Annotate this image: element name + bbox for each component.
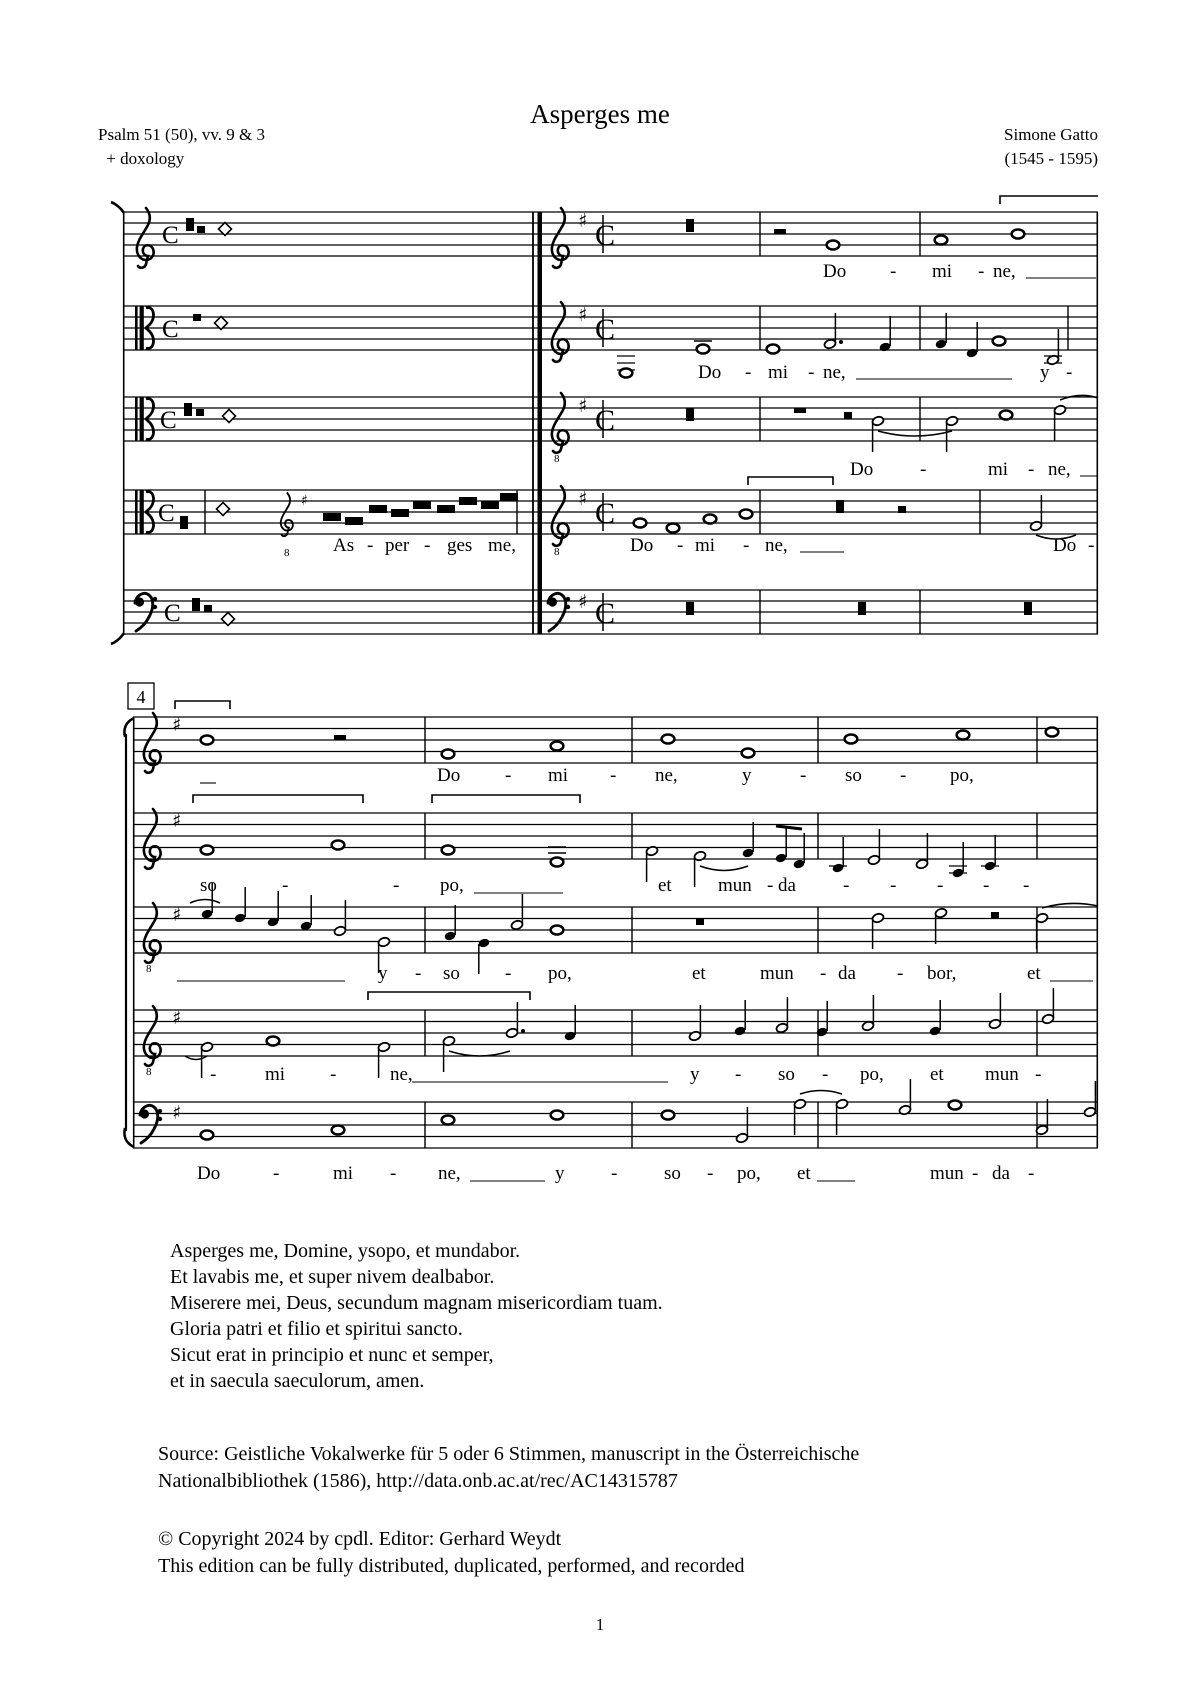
lyric-syllable: da (838, 963, 856, 984)
lyric-syllable: me, (488, 535, 516, 556)
lyric-syllable: - (735, 1064, 742, 1085)
lyric-syllable: ne, (765, 535, 788, 556)
lyric-syllable: As (333, 535, 355, 556)
staff-bassus (548, 591, 1032, 631)
svg-text:8: 8 (284, 547, 290, 559)
lyric-syllable: Do (197, 1163, 221, 1184)
lyric-syllable: - (890, 261, 897, 282)
latin-line: Asperges me, Domine, ysopo, et mundabor. (170, 1240, 521, 1262)
svg-text:C: C (160, 407, 177, 434)
lyric-syllable: - (424, 535, 431, 556)
treble-clef-icon (552, 393, 569, 453)
staff-cantus (144, 713, 1059, 773)
latin-line: Miserere mei, Deus, secundum magnam misericordiam tuam. (170, 1292, 663, 1314)
svg-text:C: C (595, 597, 616, 630)
lyric-syllable: mi (333, 1163, 354, 1184)
lyric-syllable: - (707, 1163, 714, 1184)
lyric-syllable: - (1035, 1064, 1042, 1085)
lyric-syllable: - (983, 875, 990, 896)
lyric-syllable: - (1066, 362, 1073, 383)
lyric-syllable: mi (695, 535, 716, 556)
lyric-syllable: - (677, 535, 684, 556)
svg-text:♯: ♯ (578, 488, 588, 510)
treble-clef-icon (552, 302, 569, 362)
lyric-syllable: et (692, 963, 706, 984)
lyric-syllable: so (200, 875, 217, 896)
treble-clef-icon (552, 208, 569, 268)
lyric-syllable: so (778, 1064, 795, 1085)
lyric-syllable: - (900, 765, 907, 786)
lyric-syllable: - (273, 1163, 280, 1184)
lyric-syllable: po, (440, 875, 464, 896)
lyric-syllable: - (611, 1163, 618, 1184)
svg-text:C: C (595, 219, 616, 252)
lyric-syllable: - (843, 875, 850, 896)
lyric-syllable: - (743, 535, 750, 556)
lyric-syllable: - (937, 875, 944, 896)
lyric-syllable: - (890, 875, 897, 896)
svg-text:♯: ♯ (172, 904, 182, 926)
lyric-syllable: - (767, 875, 774, 896)
lyric-syllable: ne, (993, 261, 1016, 282)
lyric-syllable: et (930, 1064, 944, 1085)
svg-text:C: C (595, 497, 616, 530)
latin-line: Sicut erat in principio et nunc et semper, (170, 1344, 494, 1366)
lyric-syllable: po, (950, 765, 974, 786)
latin-line: Gloria patri et filio et spiritui sancto. (170, 1318, 463, 1340)
lyric-syllable: - (1028, 459, 1035, 480)
svg-text:♯: ♯ (301, 493, 308, 509)
lyric-syllable: - (920, 459, 927, 480)
lyric-syllable: ne, (438, 1163, 461, 1184)
black-breve-ligatures (323, 493, 518, 525)
svg-text:4: 4 (136, 687, 146, 707)
lyric-syllable: Do (630, 535, 654, 556)
header-subject-line: Psalm 51 (50), vv. 9 & 3 (98, 125, 266, 144)
svg-text:C: C (158, 500, 175, 527)
lyric-syllable: ne, (390, 1064, 413, 1085)
staff-altus (552, 302, 1062, 378)
composer-dates: (1545 - 1595) (1004, 149, 1098, 168)
lyric-syllable: mi (988, 459, 1009, 480)
lyric-syllable: - (897, 963, 904, 984)
svg-text:♯: ♯ (172, 1007, 182, 1029)
source-line: Source: Geistliche Vokalwerke für 5 oder 6 Stimmen, manuscript in the Österreichische (158, 1443, 860, 1465)
system-bracket (111, 202, 124, 644)
lyric-syllable: - (972, 1163, 979, 1184)
lyric-syllable: - (282, 875, 289, 896)
lyric-syllable: ne, (823, 362, 846, 383)
lyric-syllable: ne, (1048, 459, 1071, 480)
lyric-syllable: Do (698, 362, 722, 383)
lyric-syllable: - (393, 875, 400, 896)
latin-line: et in saecula saeculorum, amen. (170, 1370, 425, 1392)
header-doxology-line: + doxology (102, 149, 185, 168)
svg-text:C: C (162, 222, 179, 249)
lyric-syllable: Do (437, 765, 461, 786)
incipit-cantus (137, 208, 232, 268)
lyric-syllable: - (1088, 535, 1095, 556)
lyric-syllable: - (1023, 875, 1030, 896)
svg-text:♯: ♯ (578, 210, 588, 232)
lyric-syllable: et (797, 1163, 811, 1184)
lyric-syllable: Do (1053, 535, 1077, 556)
staff-bassus (140, 1079, 1097, 1144)
lyric-syllable: - (330, 1064, 337, 1085)
lyric-syllable: mun (760, 963, 794, 984)
svg-text:♯: ♯ (578, 304, 588, 326)
lyric-syllable: - (820, 963, 827, 984)
lyric-syllable: so (845, 765, 862, 786)
lyric-syllable: - (978, 261, 985, 282)
lyric-syllable: po, (737, 1163, 761, 1184)
lyric-syllable: - (808, 362, 815, 383)
lyric-syllable: so (443, 963, 460, 984)
svg-text:♯: ♯ (578, 395, 588, 417)
lyric-syllable: mun (930, 1163, 964, 1184)
staff-cantus (552, 208, 1025, 268)
lyric-syllable: po, (860, 1064, 884, 1085)
svg-text:8: 8 (554, 546, 560, 558)
lyric-syllable: da (778, 875, 796, 896)
lyric-syllable: - (415, 963, 422, 984)
lyric-syllable: - (367, 535, 374, 556)
svg-text:C: C (595, 313, 616, 346)
lyric-syllable: Do (823, 261, 847, 282)
lyric-syllable: - (1028, 1163, 1035, 1184)
treble-clef-icon (144, 1006, 161, 1066)
system-brace (124, 718, 134, 1147)
measure-number-box (128, 683, 154, 709)
svg-text:C: C (595, 404, 616, 437)
svg-text:♯: ♯ (172, 810, 182, 832)
lyric-syllable: mun (718, 875, 752, 896)
system-2 (124, 683, 1098, 1181)
lyric-syllable: - (745, 362, 752, 383)
lyric-syllable: y (1040, 362, 1050, 383)
svg-text:♯: ♯ (172, 714, 182, 736)
svg-text:C: C (162, 316, 179, 343)
lyric-syllable: ne, (655, 765, 678, 786)
lyric-syllable: y (742, 765, 752, 786)
lyric-syllable: bor, (927, 963, 957, 984)
treble-clef-icon (137, 208, 154, 268)
lyric-syllable: - (390, 1163, 397, 1184)
svg-text:8: 8 (146, 1066, 152, 1078)
latin-line: Et lavabis me, et super nivem dealbabor. (170, 1266, 495, 1288)
lyric-syllable: mi (265, 1064, 286, 1085)
lyric-syllable: y (378, 963, 388, 984)
ligature-brackets (175, 701, 580, 1000)
page-title: Asperges me (530, 99, 670, 129)
svg-text:♯: ♯ (172, 1102, 182, 1124)
lyric-syllable: mun (985, 1064, 1019, 1085)
lyric-syllable: po, (548, 963, 572, 984)
svg-text:C: C (164, 600, 181, 627)
svg-text:8: 8 (554, 453, 560, 465)
lyric-syllable: et (658, 875, 672, 896)
lyric-syllable: y (690, 1064, 700, 1085)
lyric-syllable: - (610, 765, 617, 786)
lyric-syllable: - (505, 765, 512, 786)
lyric-syllable: so (664, 1163, 681, 1184)
lyric-syllable: mi (768, 362, 789, 383)
lyric-syllable: per (385, 535, 410, 556)
lyric-syllable: y (555, 1163, 565, 1184)
lyric-syllable: ges (447, 535, 473, 556)
lyric-syllable: et (1027, 963, 1041, 984)
bass-clef-icon (140, 1105, 162, 1143)
copyright-line: This edition can be fully distributed, duplicated, performed, and recorded (158, 1555, 745, 1577)
small-treble-clef-icon (281, 493, 293, 536)
lyric-syllable: Do (850, 459, 874, 480)
lyric-syllable: - (210, 1064, 217, 1085)
lyric-syllable: - (505, 963, 512, 984)
composer-name: Simone Gatto (1004, 125, 1098, 144)
treble-clef-icon (144, 903, 161, 963)
svg-text:♯: ♯ (578, 591, 588, 613)
svg-text:8: 8 (146, 963, 152, 975)
source-line: Nationalbibliothek (1586), http://data.onb.ac.at/rec/AC14315787 (158, 1470, 678, 1492)
copyright-line: © Copyright 2024 by cpdl. Editor: Gerhard Weydt (158, 1528, 562, 1550)
treble-clef-icon (144, 809, 161, 869)
treble-clef-icon (144, 713, 161, 773)
lyric-syllable: da (992, 1163, 1010, 1184)
treble-clef-icon (552, 486, 569, 546)
lyric-syllable: - (822, 1064, 829, 1085)
page-number: 1 (595, 1615, 605, 1634)
lyric-syllable: mi (548, 765, 569, 786)
lyric-syllable: mi (932, 261, 953, 282)
staff-tenor1 (552, 393, 1098, 465)
lyric-syllable: - (800, 765, 807, 786)
